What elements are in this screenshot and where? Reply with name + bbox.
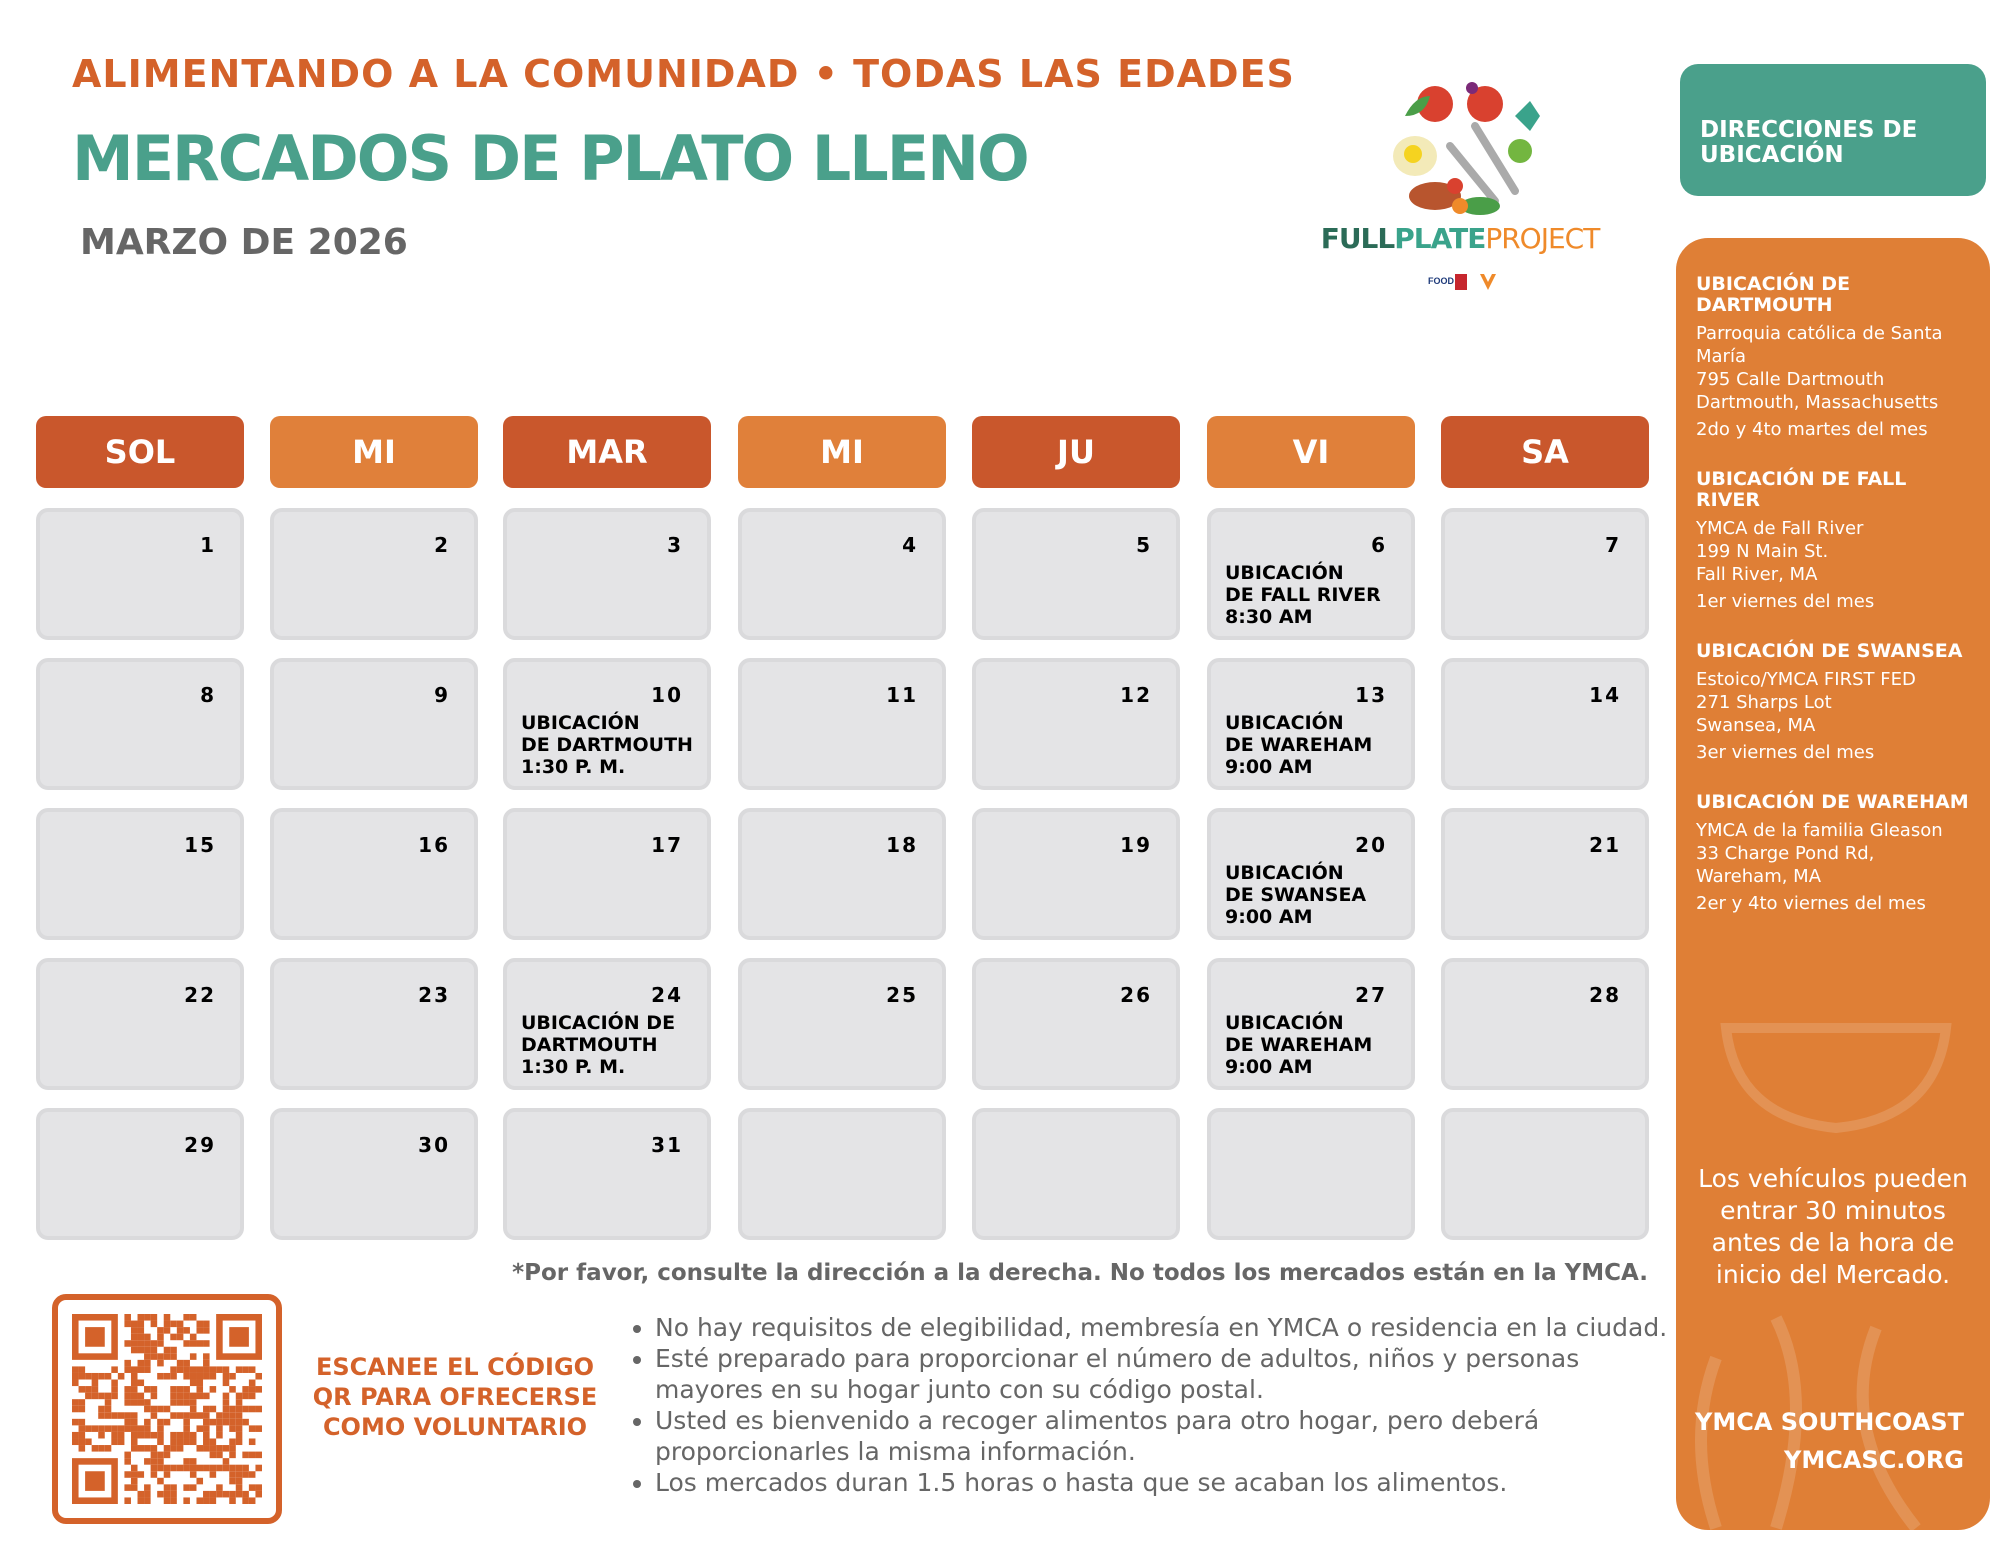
- calendar-day[interactable]: [1441, 508, 1649, 640]
- calendar-day[interactable]: [972, 808, 1180, 940]
- location-address-line: YMCA de Fall River: [1696, 518, 1864, 539]
- day-number: 27: [1355, 983, 1387, 1007]
- day-number: 7: [1605, 533, 1621, 557]
- location-title: UBICACIÓN DE SWANSEA: [1696, 640, 1963, 662]
- salad-bowl-icon: [1716, 918, 1956, 1158]
- day-number: 2: [434, 533, 450, 557]
- calendar-day[interactable]: [972, 508, 1180, 640]
- bullet-item: • Esté preparado para proporcionar el número de adultos, niños y personas mayores en su hogar junto con su código postal.: [655, 1343, 1670, 1405]
- calendar-day[interactable]: [270, 808, 478, 940]
- calendar-day[interactable]: [270, 1108, 478, 1240]
- day-header-6: SA: [1441, 416, 1649, 488]
- location-address-line: YMCA de la familia Gleason: [1696, 820, 1943, 841]
- calendar-day[interactable]: [738, 1108, 946, 1240]
- calendar-day[interactable]: [972, 1108, 1180, 1240]
- location-address-line: Swansea, MA: [1696, 715, 1816, 736]
- calendar-day[interactable]: [972, 658, 1180, 790]
- market-event: UBICACIÓN DE WAREHAM 9:00 AM: [1225, 1012, 1373, 1078]
- location-block: [1696, 792, 1970, 915]
- vehicle-entry-note: Los vehículos pueden entrar 30 minutos antes de la hora de inicio del Mercado.: [1698, 1164, 1968, 1289]
- day-number: 24: [651, 983, 683, 1007]
- day-number: 12: [1120, 683, 1152, 707]
- org-name: YMCA SOUTHCOAST: [1694, 1408, 1964, 1436]
- day-number: 21: [1589, 833, 1621, 857]
- calendar-day[interactable]: [1207, 508, 1415, 640]
- qr-code-icon: [72, 1314, 262, 1504]
- calendar-day[interactable]: [738, 958, 946, 1090]
- day-number: 25: [886, 983, 918, 1007]
- market-event: UBICACIÓN DE WAREHAM 9:00 AM: [1225, 712, 1373, 778]
- calendar-day[interactable]: [503, 508, 711, 640]
- day-number: 11: [886, 683, 918, 707]
- day-number: 30: [418, 1133, 450, 1157]
- day-header-2: MAR: [503, 416, 711, 488]
- calendar-day[interactable]: [270, 508, 478, 640]
- calendar-day[interactable]: [1441, 808, 1649, 940]
- calendar-day[interactable]: [270, 958, 478, 1090]
- tagline: ALIMENTANDO A LA COMUNIDAD • TODAS LAS EDADES: [72, 52, 1295, 96]
- calendar-day[interactable]: [36, 958, 244, 1090]
- bullet-item: • Los mercados duran 1.5 horas o hasta que se acaban los alimentos.: [655, 1467, 1670, 1498]
- calendar-day[interactable]: [36, 1108, 244, 1240]
- location-schedule: 3er viernes del mes: [1696, 742, 1875, 763]
- day-header-0: SOL: [36, 416, 244, 488]
- market-event: UBICACIÓN DE FALL RIVER 8:30 AM: [1225, 562, 1381, 628]
- location-title: UBICACIÓN DE DARTMOUTH: [1696, 273, 1851, 316]
- location-address-line: Parroquia católica de Santa María: [1696, 323, 1943, 367]
- calendar-day[interactable]: [738, 508, 946, 640]
- market-event: UBICACIÓN DE DARTMOUTH 1:30 P. M.: [521, 1012, 676, 1078]
- calendar-day[interactable]: [503, 958, 711, 1090]
- location-schedule: 2do y 4to martes del mes: [1696, 419, 1928, 440]
- day-number: 1: [200, 533, 216, 557]
- ymca-logo: [1480, 274, 1496, 290]
- day-number: 14: [1589, 683, 1621, 707]
- location-address-line: 795 Calle Dartmouth: [1696, 369, 1885, 390]
- ymca-contact: [1695, 1403, 1964, 1479]
- calendar-day[interactable]: [36, 658, 244, 790]
- calendar-day[interactable]: [36, 508, 244, 640]
- bullet-item: • No hay requisitos de elegibilidad, membresía en YMCA o residencia en la ciudad.: [655, 1312, 1670, 1343]
- calendar-day[interactable]: [503, 1108, 711, 1240]
- location-address-line: Dartmouth, Massachusetts: [1696, 392, 1939, 413]
- calendar-day[interactable]: [1207, 658, 1415, 790]
- day-number: 28: [1589, 983, 1621, 1007]
- market-event: UBICACIÓN DE DARTMOUTH 1:30 P. M.: [521, 712, 693, 778]
- calendar-day[interactable]: [738, 808, 946, 940]
- website-link[interactable]: YMCASC.ORG: [1783, 1446, 1964, 1474]
- day-number: 6: [1371, 533, 1387, 557]
- day-number: 9: [434, 683, 450, 707]
- calendar-day[interactable]: [972, 958, 1180, 1090]
- locations-panel: [1676, 238, 1990, 1530]
- location-address-line: Wareham, MA: [1696, 866, 1822, 887]
- day-number: 15: [184, 833, 216, 857]
- day-number: 3: [667, 533, 683, 557]
- calendar-day[interactable]: [270, 658, 478, 790]
- day-number: 18: [886, 833, 918, 857]
- month-label: MARZO DE 2026: [80, 222, 408, 263]
- footnote: *Por favor, consulte la dirección a la derecha. No todos los mercados están en la YMCA.: [512, 1260, 1648, 1286]
- svg-text:FOOD: FOOD: [1428, 276, 1454, 286]
- day-number: 29: [184, 1133, 216, 1157]
- day-number: 20: [1355, 833, 1387, 857]
- wordmark-full: FULL: [1320, 222, 1395, 255]
- location-block: [1696, 641, 1970, 764]
- day-number: 13: [1355, 683, 1387, 707]
- volunteer-qr-code[interactable]: [52, 1294, 282, 1524]
- day-number: 19: [1120, 833, 1152, 857]
- location-title: UBICACIÓN DE WAREHAM: [1696, 791, 1969, 813]
- day-number: 31: [651, 1133, 683, 1157]
- full-plate-logo: [1320, 66, 1600, 306]
- food-bank-logo: [1428, 274, 1467, 290]
- calendar-day[interactable]: [1441, 658, 1649, 790]
- wordmark-plate: PLATE: [1394, 222, 1486, 255]
- calendar-day[interactable]: [503, 658, 711, 790]
- info-bullets: [630, 1312, 1670, 1498]
- market-event: UBICACIÓN DE SWANSEA 9:00 AM: [1225, 862, 1367, 928]
- day-number: 10: [651, 683, 683, 707]
- location-schedule: 2er y 4to viernes del mes: [1696, 893, 1926, 914]
- location-block: [1696, 469, 1970, 613]
- location-block: [1696, 274, 1970, 441]
- day-number: 5: [1136, 533, 1152, 557]
- wordmark-project: PROJECT: [1485, 222, 1600, 255]
- day-number: 16: [418, 833, 450, 857]
- day-header-1: MI: [270, 416, 478, 488]
- calendar-day[interactable]: [36, 808, 244, 940]
- location-address-line: Fall River, MA: [1696, 564, 1818, 585]
- location-address-line: 271 Sharps Lot: [1696, 692, 1832, 713]
- calendar-day[interactable]: [1207, 958, 1415, 1090]
- calendar-day[interactable]: [503, 808, 711, 940]
- day-header-5: VI: [1207, 416, 1415, 488]
- calendar-day[interactable]: [1207, 808, 1415, 940]
- day-number: 26: [1120, 983, 1152, 1007]
- calendar-day[interactable]: [1441, 1108, 1649, 1240]
- location-schedule: 1er viernes del mes: [1696, 591, 1875, 612]
- day-header-3: MI: [738, 416, 946, 488]
- day-number: 8: [200, 683, 216, 707]
- location-address-line: Estoico/YMCA FIRST FED: [1696, 669, 1916, 690]
- location-address-line: 33 Charge Pond Rd,: [1696, 843, 1875, 864]
- bullet-item: • Usted es bienvenido a recoger alimentos para otro hogar, pero deberá proporcionarles la misma información.: [655, 1405, 1670, 1467]
- day-header-4: JU: [972, 416, 1180, 488]
- calendar-day[interactable]: [738, 658, 946, 790]
- calendar-day[interactable]: [1207, 1108, 1415, 1240]
- page-title: MERCADOS DE PLATO LLENO: [72, 122, 1028, 195]
- day-number: 17: [651, 833, 683, 857]
- full-plate-project-wordmark: [1320, 222, 1600, 255]
- day-number: 23: [418, 983, 450, 1007]
- location-address-line: 199 N Main St.: [1696, 541, 1829, 562]
- scan-qr-label: ESCANEE EL CÓDIGO QR PARA OFRECERSE COMO VOLUNTARIO: [312, 1353, 598, 1441]
- day-number: 4: [902, 533, 918, 557]
- day-number: 22: [184, 983, 216, 1007]
- calendar-day[interactable]: [1441, 958, 1649, 1090]
- directions-heading: DIRECCIONES DE UBICACIÓN: [1680, 64, 1986, 196]
- location-title: UBICACIÓN DE FALL RIVER: [1696, 468, 1907, 511]
